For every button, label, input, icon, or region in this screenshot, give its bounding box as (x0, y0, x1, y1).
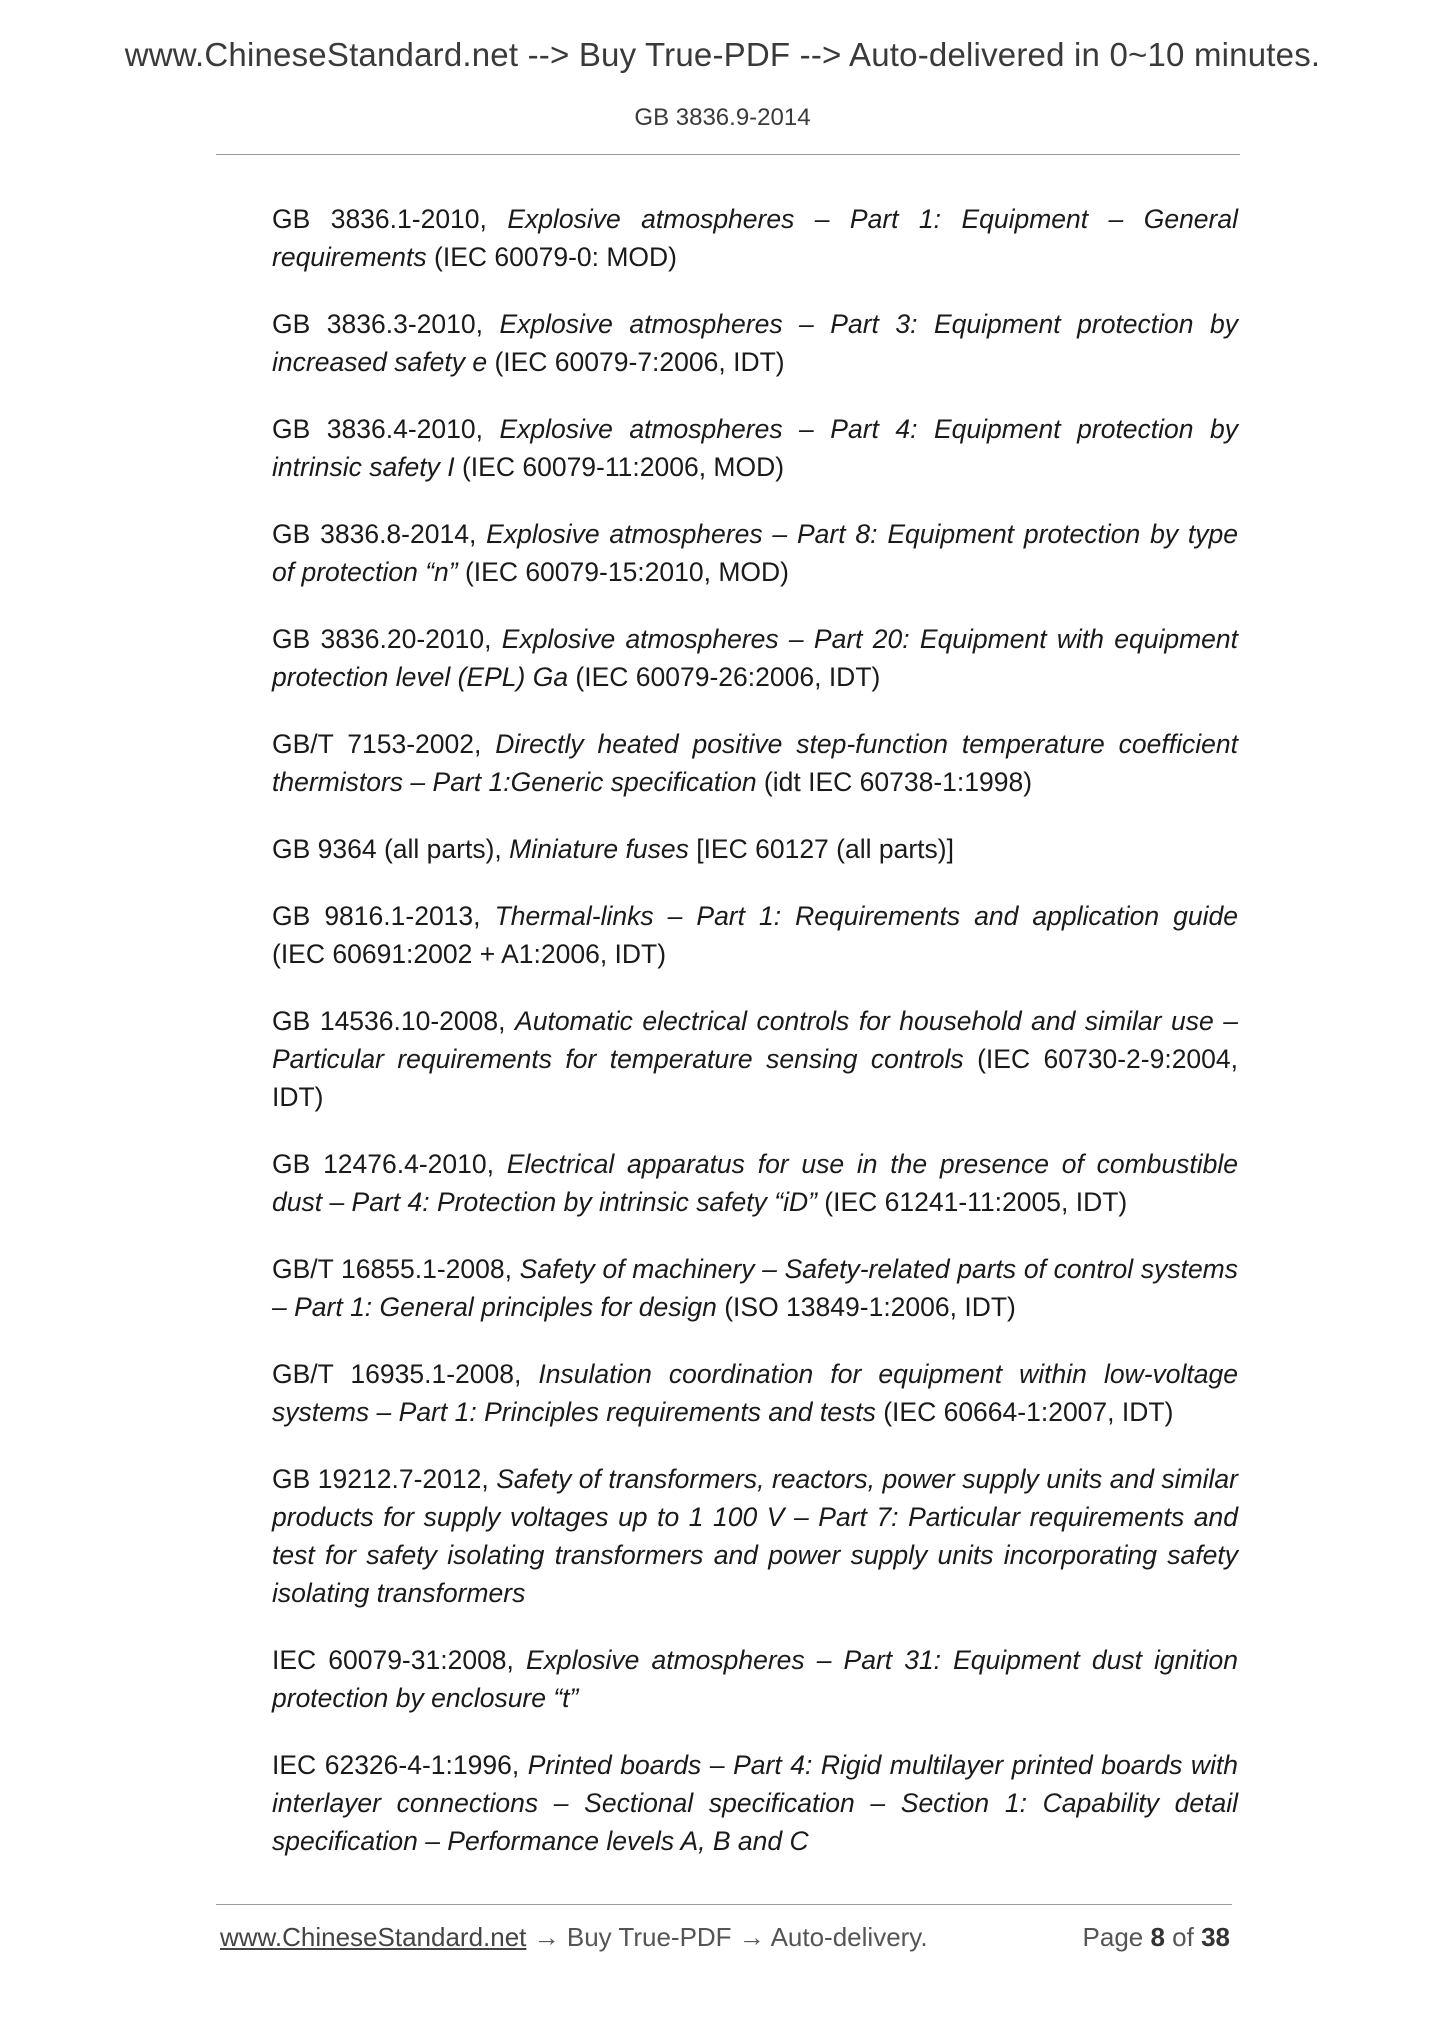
reference-title: Thermal-links – Part 1: Requirements and application guide (494, 901, 1238, 931)
reference-title: Explosive atmospheres – Part 1: Equipment – General requirements (272, 204, 1238, 272)
reference-title: Explosive atmospheres – Part 8: Equipment protection by type of protection “n” (272, 519, 1238, 587)
reference-item (272, 1355, 1238, 1431)
reference-title: Explosive atmospheres – Part 20: Equipment with equipment protection level (EPL) Ga (272, 624, 1238, 692)
footer-divider (216, 1904, 1232, 1905)
reference-title: Explosive atmospheres – Part 4: Equipment protection by intrinsic safety I (272, 414, 1238, 482)
reference-code: GB 9816.1-2013, (272, 901, 495, 931)
reference-equivalence: [IEC 60127 (all parts)] (688, 834, 954, 864)
reference-equivalence: (IEC 60664-1:2007, IDT) (875, 1397, 1174, 1427)
reference-code: GB 9364 (all parts), (272, 834, 510, 864)
reference-item (272, 1002, 1238, 1116)
page-label: Page (1082, 1922, 1151, 1952)
reference-item (272, 1746, 1238, 1860)
top-banner: www.ChineseStandard.net --> Buy True-PDF --> Auto-delivered in 0~10 minutes. (124, 36, 1321, 73)
reference-item (272, 515, 1238, 591)
page-number: 8 (1150, 1922, 1165, 1952)
reference-title: Explosive atmospheres – Part 3: Equipment protection by increased safety e (272, 309, 1238, 377)
reference-title: Explosive atmospheres – Part 31: Equipment dust ignition protection by enclosure “t” (272, 1645, 1238, 1713)
reference-code: IEC 62326-4-1:1996, (272, 1750, 528, 1780)
reference-title: Miniature fuses (509, 834, 689, 864)
total-pages: 38 (1201, 1922, 1230, 1952)
reference-title: Printed boards – Part 4: Rigid multilayer printed boards with interlayer connections – Sectional specification – Section 1: Capability detail specification – Performance levels A, B and C (272, 1750, 1238, 1856)
page-indicator (1083, 1922, 1230, 1953)
reference-item (272, 897, 1238, 973)
reference-item (272, 725, 1238, 801)
reference-code: GB/T 7153-2002, (272, 729, 496, 759)
reference-item (272, 200, 1238, 276)
reference-code: GB 3836.3-2010, (272, 309, 500, 339)
reference-item (272, 1460, 1238, 1612)
reference-code: GB 12476.4-2010, (272, 1149, 507, 1179)
reference-code: GB 14536.10-2008, (272, 1006, 516, 1036)
reference-code: GB 3836.4-2010, (272, 414, 500, 444)
reference-code: GB 3836.8-2014, (272, 519, 487, 549)
reference-equivalence: (IEC 61241-11:2005, IDT) (816, 1187, 1128, 1217)
reference-item (272, 620, 1238, 696)
reference-code: GB 19212.7-2012, (272, 1464, 497, 1494)
reference-item (272, 1641, 1238, 1717)
footer-promo (220, 1922, 928, 1953)
reference-equivalence: (IEC 60079-11:2006, MOD) (454, 452, 785, 482)
reference-item (272, 410, 1238, 486)
reference-item (272, 305, 1238, 381)
reference-code: GB/T 16935.1-2008, (272, 1359, 539, 1389)
reference-equivalence: (IEC 60730-2-9:2004, IDT) (272, 1044, 1239, 1112)
reference-title: Safety of machinery – Safety-related parts of control systems – Part 1: General principles for design (272, 1254, 1239, 1322)
reference-title: Electrical apparatus for use in the presence of combustible dust – Part 4: Protection by intrinsic safety “iD” (272, 1149, 1238, 1217)
reference-equivalence: (IEC 60079-26:2006, IDT) (568, 662, 881, 692)
reference-title: Safety of transformers, reactors, power supply units and similar products for supply voltages up to 1 100 V – Part 7: Particular requirements and test for safety isolating transformers and power supply units incorporating safety isolating transformers (272, 1464, 1238, 1608)
reference-equivalence: (ISO 13849-1:2006, IDT) (716, 1292, 1016, 1322)
reference-title: Insulation coordination for equipment within low-voltage systems – Part 1: Principles requirements and tests (272, 1359, 1239, 1427)
reference-title: Directly heated positive step-function temperature coefficient thermistors – Part 1:Generic specification (272, 729, 1238, 797)
reference-item (272, 830, 1238, 868)
reference-code: GB/T 16855.1-2008, (272, 1254, 520, 1284)
reference-code: GB 3836.1-2010, (272, 204, 508, 234)
header-divider (216, 154, 1240, 155)
reference-equivalence: (IEC 60079-15:2010, MOD) (457, 557, 789, 587)
reference-code: IEC 60079-31:2008, (272, 1645, 526, 1675)
footer-site-link[interactable]: www.ChineseStandard.net (220, 1922, 527, 1952)
normative-references-list (272, 200, 1238, 1889)
footer-tagline: → Buy True-PDF → Auto-delivery. (526, 1922, 928, 1952)
reference-item (272, 1250, 1238, 1326)
reference-equivalence: (IEC 60079-7:2006, IDT) (487, 347, 785, 377)
document-code: GB 3836.9-2014 (634, 104, 811, 131)
reference-item (272, 1145, 1238, 1221)
reference-code: GB 3836.20-2010, (272, 624, 502, 654)
reference-equivalence: (IEC 60691:2002 + A1:2006, IDT) (272, 939, 667, 969)
reference-equivalence: (IEC 60079-0: MOD) (426, 242, 678, 272)
reference-equivalence: (idt IEC 60738-1:1998) (756, 767, 1033, 797)
reference-title: Automatic electrical controls for household and similar use – Particular requirements for temperature sensing controls (272, 1006, 1238, 1074)
of-label: of (1164, 1922, 1202, 1952)
